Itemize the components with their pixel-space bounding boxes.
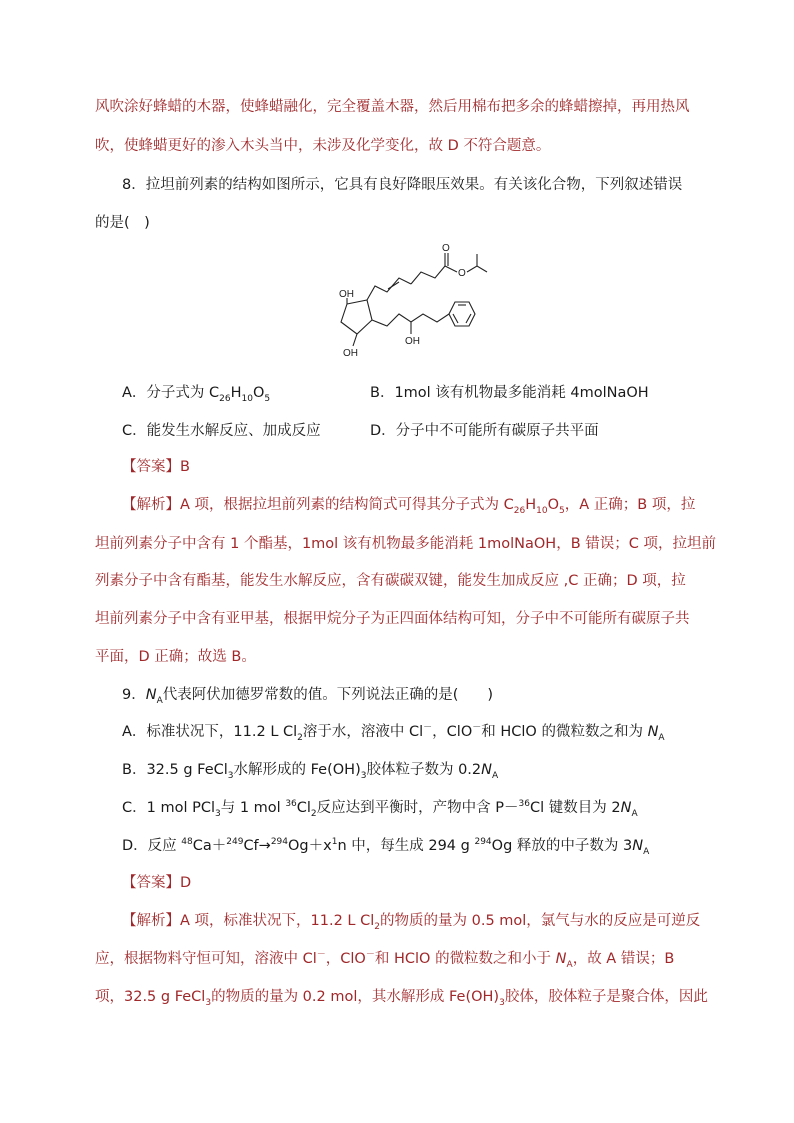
- ester-oxygen-label: O: [458, 268, 466, 279]
- hydroxyl-label-2: OH: [343, 348, 358, 359]
- q8-option-d: D．分子中不可能所有碳原子共平面: [370, 423, 599, 439]
- q8-explanation-line-2: 坦前列素分子中含有 1 个酯基，1mol 该有机物最多能消耗 1molNaOH，B 错误；C 项，拉坦前: [95, 536, 716, 552]
- q8-explanation-line-3: 列素分子中含有酯基，能发生水解反应，含有碳碳双键，能发生加成反应 ,C 正确；D 项，拉: [95, 573, 686, 589]
- latanoprost-structure-diagram: [325, 242, 505, 362]
- q8-stem-line-1: 8．拉坦前列素的结构如图所示，它具有良好降眼压效果。有关该化合物，下列叙述错误: [122, 177, 683, 193]
- hydroxyl-label-1: OH: [339, 289, 354, 300]
- q9-option-a: A．标准状况下，11.2 L $Cl_2$溶于水，溶液中 Cl－，ClO－和 HClO 的微粒数之和为 $N_A$: [122, 723, 665, 743]
- q9-explanation-line-1: 【解析】A 项，标准状况下，11.2 L $Cl_2$的物质的量为 0.5 mol，氯气与水的反应是可逆反: [122, 913, 701, 932]
- q8-explanation-line-5: 平面，D 正确；故选 B。: [95, 649, 256, 665]
- q9-explanation-line-2: 应，根据物料守恒可知，溶液中 Cl－，ClO－和 HClO 的微粒数之和小于 $N_A$，故 A 错误；B: [95, 950, 675, 970]
- q8-explanation-line-4: 坦前列素分子中含有亚甲基，根据甲烷分子为正四面体结构可知，分子中不可能所有碳原子共: [95, 611, 690, 627]
- q8-option-a: A．分子式为 $C_{26}H_{10}O_5$: [122, 385, 271, 404]
- q8-explanation-line-1: 【解析】A 项，根据拉坦前列素的结构简式可得其分子式为 $C_{26}H_{10}O_5$，A 正确；B 项，拉: [122, 497, 696, 516]
- carbonyl-oxygen-label: O: [442, 243, 450, 254]
- q8-option-c: C．能发生水解反应、加成反应: [122, 423, 321, 439]
- q9-option-d: D．反应 $^{48}Ca+^{249}Cf\to^{294}Og+x^1n$ 中，每生成 294 g $^{294}$Og 释放的中子数为 $3N_A$: [122, 837, 650, 857]
- hydroxyl-label-3: OH: [405, 336, 420, 347]
- q9-option-c: C．1 mol PCl$_3$与 1 mol $^{36}Cl_2$反应达到平衡时，产物中含 P－$^{36}$Cl 键数目为 $2N_A$: [122, 799, 638, 819]
- q9-explanation-line-3: 项，32.5 g FeCl$_3$的物质的量为 0.2 mol，其水解形成 $Fe(OH)_3$胶体，胶体粒子是聚合体，因此: [95, 989, 708, 1008]
- prev-explanation-line-1: 风吹涂好蜂蜡的木器，使蜂蜡融化，完全覆盖木器，然后用棉布把多余的蜂蜡擦掉，再用热风: [95, 99, 690, 115]
- q9-stem: 9．$N_A$代表阿伏加德罗常数的值。下列说法正确的是( ): [122, 687, 494, 706]
- q9-option-b: B．32.5 g FeCl$_3$水解形成的 $Fe(OH)_3$胶体粒子数为 $0.2N_A$: [122, 762, 499, 781]
- prev-explanation-line-2: 吹，使蜂蜡更好的渗入木头当中，未涉及化学变化，故 D 不符合题意。: [95, 138, 551, 154]
- q8-stem-line-2: 的是( ): [95, 215, 150, 231]
- q8-option-b: B．1mol 该有机物最多能消耗 4molNaOH: [370, 385, 649, 401]
- q8-answer: 【答案】B: [122, 459, 190, 475]
- q9-answer: 【答案】D: [122, 875, 192, 891]
